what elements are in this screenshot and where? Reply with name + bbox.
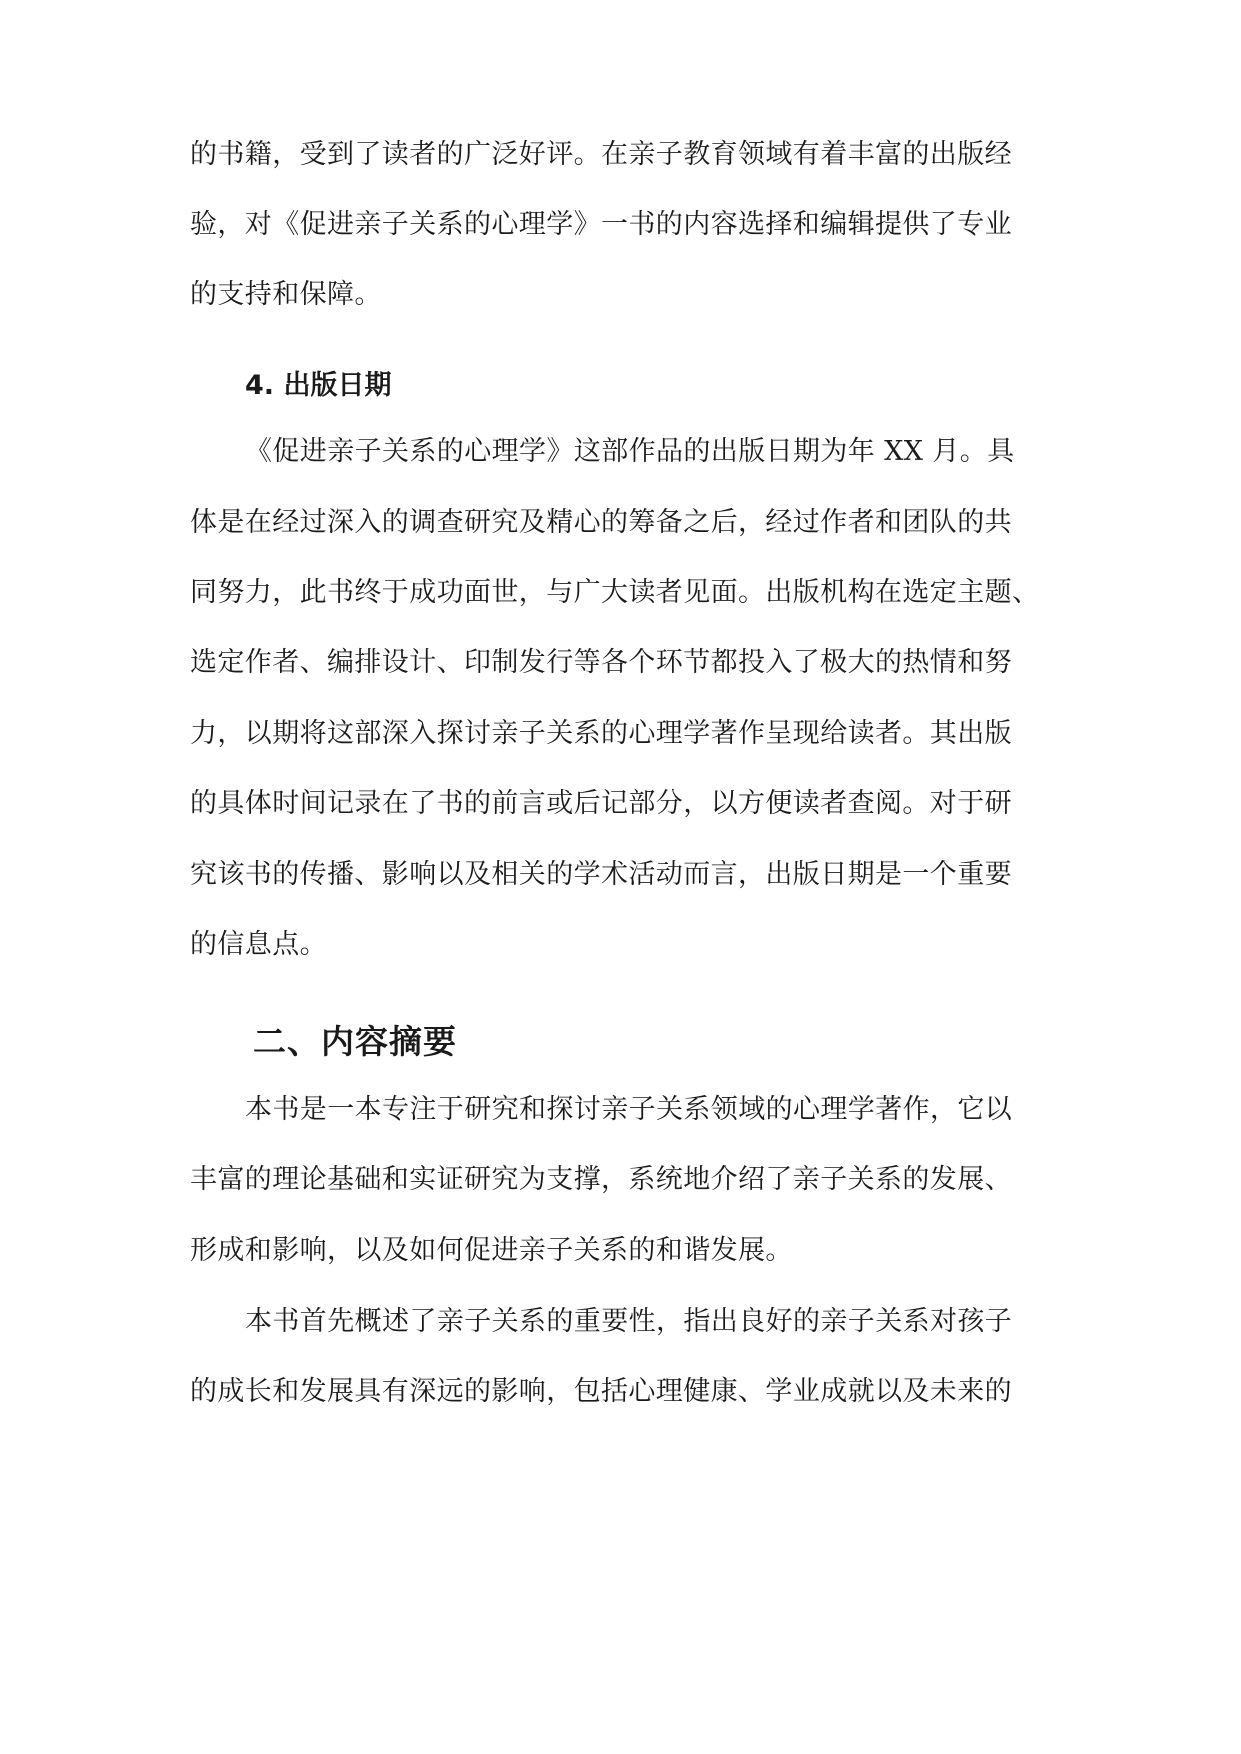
paragraph-line: 验，对《促进亲子关系的心理学》一书的内容选择和编辑提供了专业 <box>190 209 1012 240</box>
subsection-heading: 4. 出版日期 <box>245 370 392 401</box>
paragraph-line: 本书是一本专注于研究和探讨亲子关系领域的心理学著作，它以 <box>245 1094 1013 1125</box>
paragraph-line: 《促进亲子关系的心理学》这部作品的出版日期为年 XX 月。具 <box>245 436 1015 467</box>
paragraph-line: 同努力，此书终于成功面世，与广大读者见面。出版机构在选定主题、 <box>190 577 1040 608</box>
paragraph-line: 的具体时间记录在了书的前言或后记部分，以方便读者查阅。对于研 <box>190 788 1012 819</box>
paragraph-line: 丰富的理论基础和实证研究为支撑，系统地介绍了亲子关系的发展、 <box>190 1164 1012 1195</box>
paragraph-line: 选定作者、编排设计、印制发行等各个环节都投入了极大的热情和努 <box>190 647 1012 678</box>
paragraph-line: 的成长和发展具有深远的影响，包括心理健康、学业成就以及未来的 <box>190 1376 1012 1407</box>
paragraph-line: 形成和影响，以及如何促进亲子关系的和谐发展。 <box>190 1235 793 1266</box>
paragraph-line: 体是在经过深入的调查研究及精心的筹备之后，经过作者和团队的共 <box>190 507 1012 538</box>
paragraph-line: 本书首先概述了亲子关系的重要性，指出良好的亲子关系对孩子 <box>245 1306 1013 1337</box>
paragraph-line: 力，以期将这部深入探讨亲子关系的心理学著作呈现给读者。其出版 <box>190 718 1012 749</box>
paragraph-line: 的信息点。 <box>190 929 327 960</box>
section-heading: 二、内容摘要 <box>253 1022 457 1061</box>
paragraph-line: 的支持和保障。 <box>190 279 382 310</box>
paragraph-line: 的书籍，受到了读者的广泛好评。在亲子教育领域有着丰富的出版经 <box>190 139 1012 170</box>
paragraph-line: 究该书的传播、影响以及相关的学术活动而言，出版日期是一个重要 <box>190 859 1012 890</box>
